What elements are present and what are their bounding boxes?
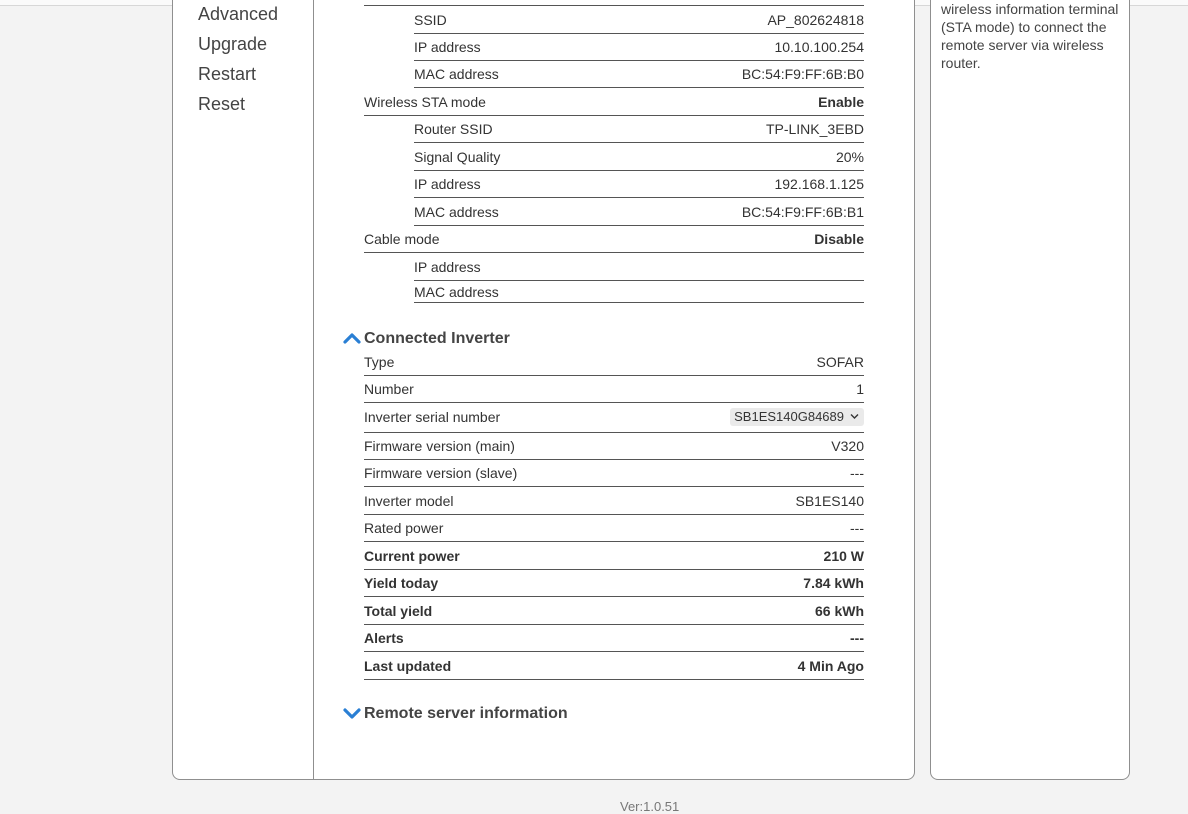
sta-mode-value: Enable <box>818 94 864 110</box>
inverter-rated-label: Rated power <box>364 520 444 536</box>
inverter-yield-today-label: Yield today <box>364 575 439 591</box>
sta-mode-row <box>364 89 864 116</box>
inverter-total-yield-label: Total yield <box>364 603 433 619</box>
inverter-fw-slave-row <box>364 460 864 487</box>
inverter-updated-label: Last updated <box>364 658 452 674</box>
connected-inverter-toggle[interactable] <box>343 330 510 348</box>
inverter-rated-row <box>364 515 864 542</box>
inverter-serial-select[interactable] <box>730 408 864 426</box>
ap-mac-row <box>414 61 864 88</box>
ap-ssid-row <box>414 7 864 34</box>
inverter-yield-today-row <box>364 570 864 597</box>
ap-mac-label: MAC address <box>414 66 499 82</box>
inverter-type-label: Type <box>364 354 395 370</box>
cable-mode-value: Disable <box>814 231 864 247</box>
ap-ssid-label: SSID <box>414 12 447 28</box>
nav-item-upgrade[interactable]: Upgrade <box>198 34 268 54</box>
inverter-total-yield-value: 66 kWh <box>814 603 864 619</box>
inverter-current-value: 210 W <box>823 548 864 564</box>
inverter-fw-main-row <box>364 433 864 460</box>
inverter-serial-selected: SB1ES140G84689 <box>734 409 844 424</box>
sta-router-ssid-value: TP-LINK_3EBD <box>765 121 864 137</box>
sta-signal-row <box>414 144 864 171</box>
chevron-down-icon <box>850 413 859 420</box>
inverter-serial-row <box>364 404 864 433</box>
sta-ip-row <box>414 171 864 198</box>
inverter-type-value: SOFAR <box>816 354 864 370</box>
inverter-rated-value: --- <box>850 520 864 536</box>
inverter-number-label: Number <box>364 381 414 397</box>
help-panel <box>930 0 1130 780</box>
inverter-total-yield-row <box>364 598 864 625</box>
sta-mode-label: Wireless STA mode <box>364 94 486 110</box>
ap-ssid-value: AP_802624818 <box>767 12 864 28</box>
nav-item-reset[interactable]: Reset <box>198 94 246 114</box>
cable-mode-row <box>364 226 864 253</box>
inverter-fw-main-label: Firmware version (main) <box>364 438 515 454</box>
inverter-serial-label: Inverter serial number <box>364 409 501 425</box>
divider <box>364 5 864 6</box>
inverter-current-row <box>364 543 864 570</box>
remote-server-toggle[interactable] <box>343 705 568 723</box>
sidebar-nav <box>173 0 314 779</box>
inverter-alerts-row <box>364 625 864 652</box>
ap-mac-value: BC:54:F9:FF:6B:B0 <box>741 66 864 82</box>
cable-ip-label: IP address <box>414 259 481 275</box>
nav-item-restart[interactable]: Restart <box>198 64 257 84</box>
cable-ip-row <box>414 254 864 281</box>
cable-mode-label: Cable mode <box>364 231 440 247</box>
sta-signal-value: 20% <box>835 149 864 165</box>
cable-mac-label: MAC address <box>414 284 499 300</box>
sta-signal-label: Signal Quality <box>414 149 501 165</box>
connected-inverter-title: Connected Inverter <box>364 330 510 347</box>
inverter-updated-row <box>364 653 864 680</box>
inverter-type-row <box>364 349 864 376</box>
ap-ip-label: IP address <box>414 39 481 55</box>
sta-mac-value: BC:54:F9:FF:6B:B1 <box>741 204 864 220</box>
inverter-current-label: Current power <box>364 548 460 564</box>
chevron-up-icon <box>343 332 361 344</box>
sta-ip-value: 192.168.1.125 <box>774 176 864 192</box>
help-text: wireless information terminal (STA mode) to connect the remote server via wireless router. <box>941 1 1119 71</box>
sta-router-ssid-row <box>414 116 864 143</box>
inverter-fw-slave-value: --- <box>850 465 864 481</box>
sta-router-ssid-label: Router SSID <box>414 121 493 137</box>
remote-server-title: Remote server information <box>364 705 568 722</box>
version-label: Ver:1.0.51 <box>620 799 680 814</box>
inverter-number-row <box>364 376 864 403</box>
sta-mac-label: MAC address <box>414 204 499 220</box>
inverter-updated-value: 4 Min Ago <box>797 658 864 674</box>
cable-mac-row <box>414 279 864 303</box>
inverter-alerts-label: Alerts <box>364 630 404 646</box>
nav-item-advanced[interactable]: Advanced <box>198 4 279 24</box>
inverter-fw-main-value: V320 <box>831 438 864 454</box>
chevron-down-icon <box>343 707 361 719</box>
sta-ip-label: IP address <box>414 176 481 192</box>
inverter-number-value: 1 <box>856 381 864 397</box>
inverter-alerts-value: --- <box>850 630 864 646</box>
inverter-fw-slave-label: Firmware version (slave) <box>364 465 518 481</box>
inverter-model-value: SB1ES140 <box>795 493 864 509</box>
sta-mac-row <box>414 199 864 226</box>
inverter-model-row <box>364 488 864 515</box>
inverter-yield-today-value: 7.84 kWh <box>803 575 864 591</box>
ap-ip-value: 10.10.100.254 <box>774 39 864 55</box>
ap-ip-row <box>414 34 864 61</box>
inverter-model-label: Inverter model <box>364 493 454 509</box>
